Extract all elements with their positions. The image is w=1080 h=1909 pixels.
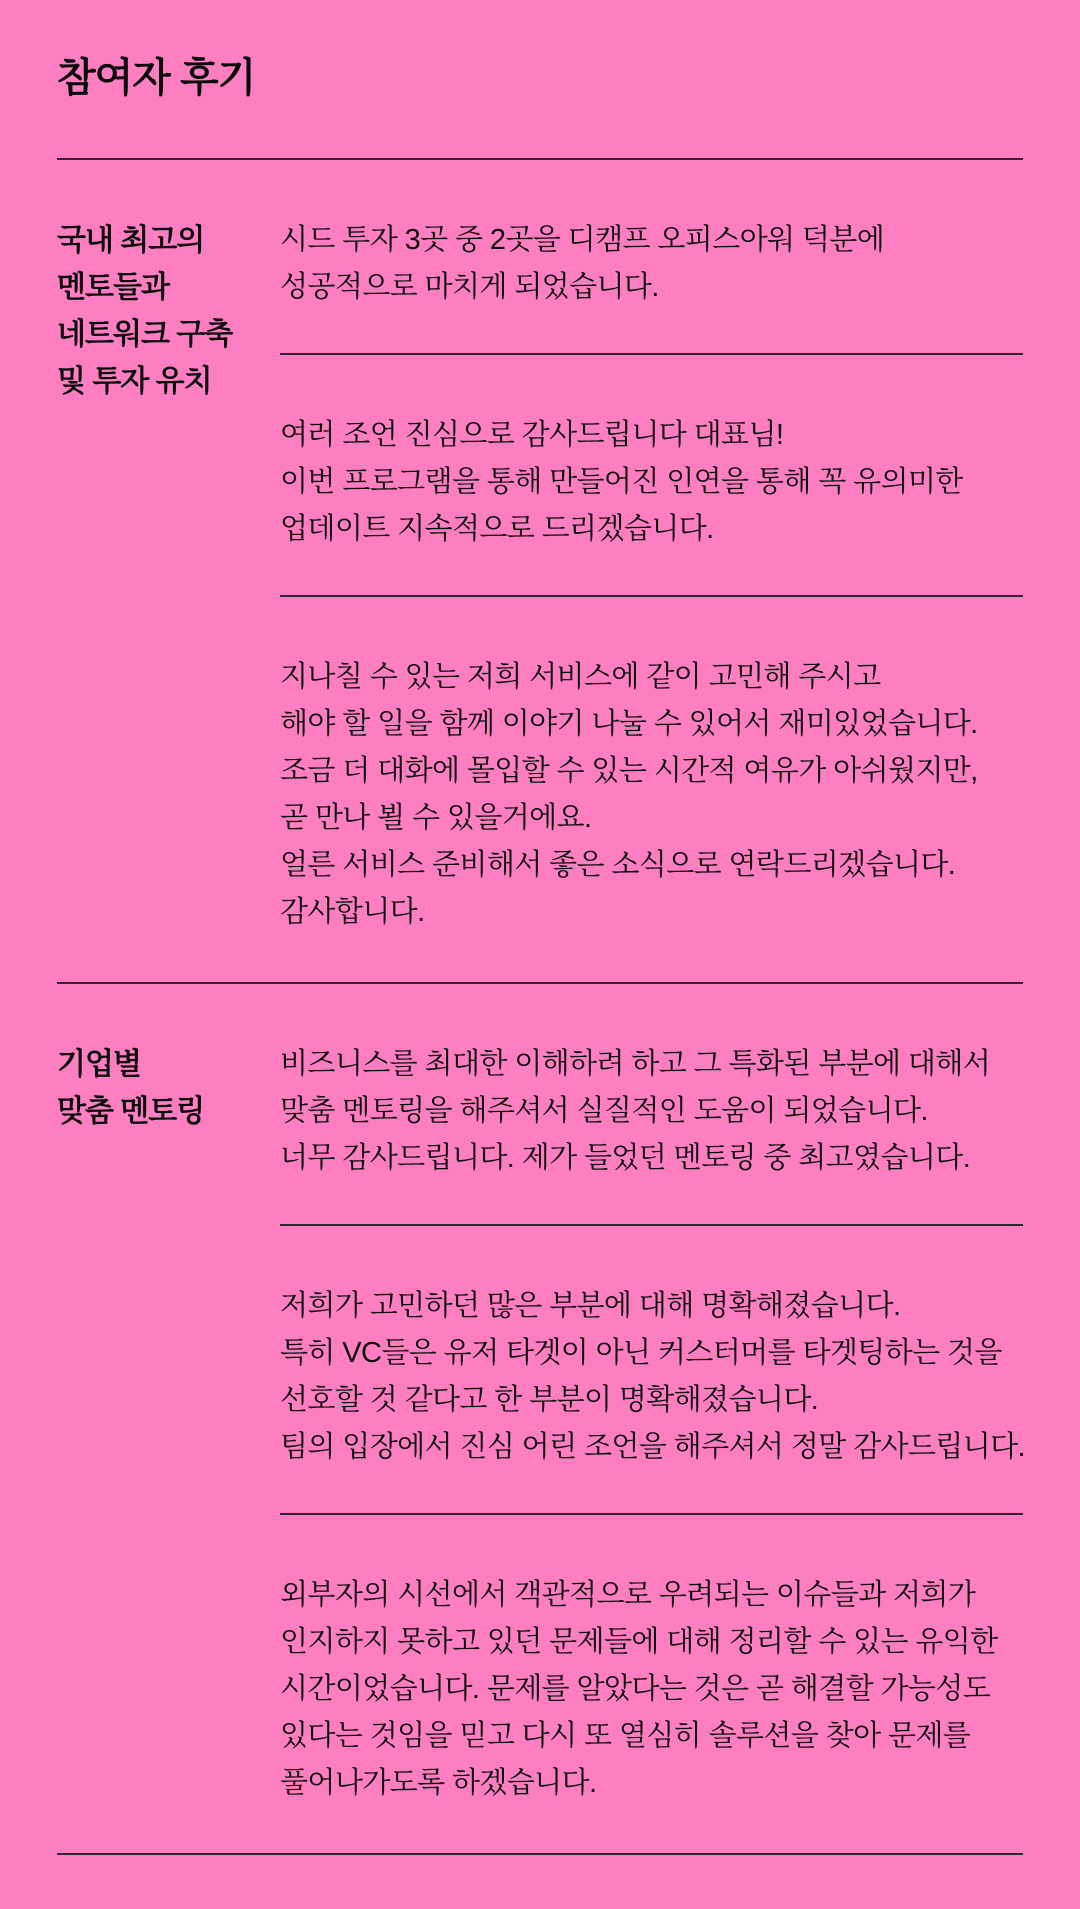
testimonial-divider <box>280 1513 1023 1515</box>
testimonial-line: 풀어나가도록 하겠습니다. <box>280 1767 597 1799</box>
section-mentors-network <box>57 217 1023 936</box>
section-label-line: 국내 최고의 <box>57 224 205 257</box>
section-label-line: 네트워크 구축 <box>57 318 233 351</box>
testimonial-line: 해야 할 일을 함께 이야기 나눌 수 있어서 재미있었습니다. <box>280 708 978 740</box>
testimonial <box>280 217 1023 311</box>
testimonial-line: 이번 프로그램을 통해 만들어진 인연을 통해 꼭 유의미한 <box>280 466 963 498</box>
section-label-line: 기업별 <box>57 1048 141 1081</box>
page-title: 참여자 후기 <box>57 56 256 100</box>
testimonial-line: 시드 투자 3곳 중 2곳을 디캠프 오피스아워 덕분에 <box>280 224 885 256</box>
testimonial-line: 비즈니스를 최대한 이해하려 하고 그 특화된 부분에 대해서 <box>280 1048 991 1080</box>
testimonial-list <box>280 217 1023 936</box>
testimonial-line: 업데이트 지속적으로 드리겠습니다. <box>280 513 714 545</box>
testimonial-line: 성공적으로 마치게 되었습니다. <box>280 271 659 303</box>
testimonial-divider <box>280 595 1023 597</box>
testimonial <box>280 1572 1023 1807</box>
testimonial-line: 너무 감사드립니다. 제가 들었던 멘토링 중 최고였습니다. <box>280 1142 971 1174</box>
testimonial-line: 곧 만나 뵐 수 있을거에요. <box>280 802 592 834</box>
section-custom-mentoring <box>57 1041 1026 1807</box>
testimonial-line: 조금 더 대화에 몰입할 수 있는 시간적 여유가 아쉬웠지만, <box>280 755 978 787</box>
testimonial-divider <box>280 1224 1023 1226</box>
testimonial <box>280 654 1023 936</box>
testimonial-line: 팀의 입장에서 진심 어린 조언을 해주셔서 정말 감사드립니다. <box>280 1431 1026 1463</box>
testimonial-divider <box>280 353 1023 355</box>
section-label-line: 및 투자 유치 <box>57 365 212 398</box>
section-label <box>57 1041 280 1135</box>
testimonial-line: 선호할 것 같다고 한 부분이 명확해졌습니다. <box>280 1384 819 1416</box>
testimonial-line: 있다는 것임을 믿고 다시 또 열심히 솔루션을 찾아 문제를 <box>280 1720 971 1752</box>
testimonial <box>280 412 1023 553</box>
testimonial-line: 인지하지 못하고 있던 문제들에 대해 정리할 수 있는 유익한 <box>280 1626 998 1658</box>
section-label-line: 멘토들과 <box>57 271 169 304</box>
testimonial-line: 시간이었습니다. 문제를 알았다는 것은 곧 해결할 가능성도 <box>280 1673 991 1705</box>
testimonial-line: 특히 VC들은 유저 타겟이 아닌 커스터머를 타겟팅하는 것을 <box>280 1337 1002 1369</box>
testimonial-line: 저희가 고민하던 많은 부분에 대해 명확해졌습니다. <box>280 1290 901 1322</box>
testimonial-line: 지나칠 수 있는 저희 서비스에 같이 고민해 주시고 <box>280 661 881 693</box>
section-divider <box>57 158 1023 160</box>
testimonial-line: 감사합니다. <box>280 896 425 928</box>
testimonial-line: 여러 조언 진심으로 감사드립니다 대표님! <box>280 419 784 451</box>
testimonial <box>280 1283 1026 1471</box>
testimonial-list <box>280 1041 1026 1807</box>
testimonial <box>280 1041 1023 1182</box>
section-label <box>57 217 280 405</box>
section-label-line: 맞춤 멘토링 <box>57 1095 205 1128</box>
testimonial-line: 얼른 서비스 준비해서 좋은 소식으로 연락드리겠습니다. <box>280 849 956 881</box>
testimonial-line: 맞춤 멘토링을 해주셔서 실질적인 도움이 되었습니다. <box>280 1095 928 1127</box>
section-divider <box>57 1853 1023 1855</box>
section-divider <box>57 982 1023 984</box>
testimonial-line: 외부자의 시선에서 객관적으로 우려되는 이슈들과 저희가 <box>280 1579 976 1611</box>
